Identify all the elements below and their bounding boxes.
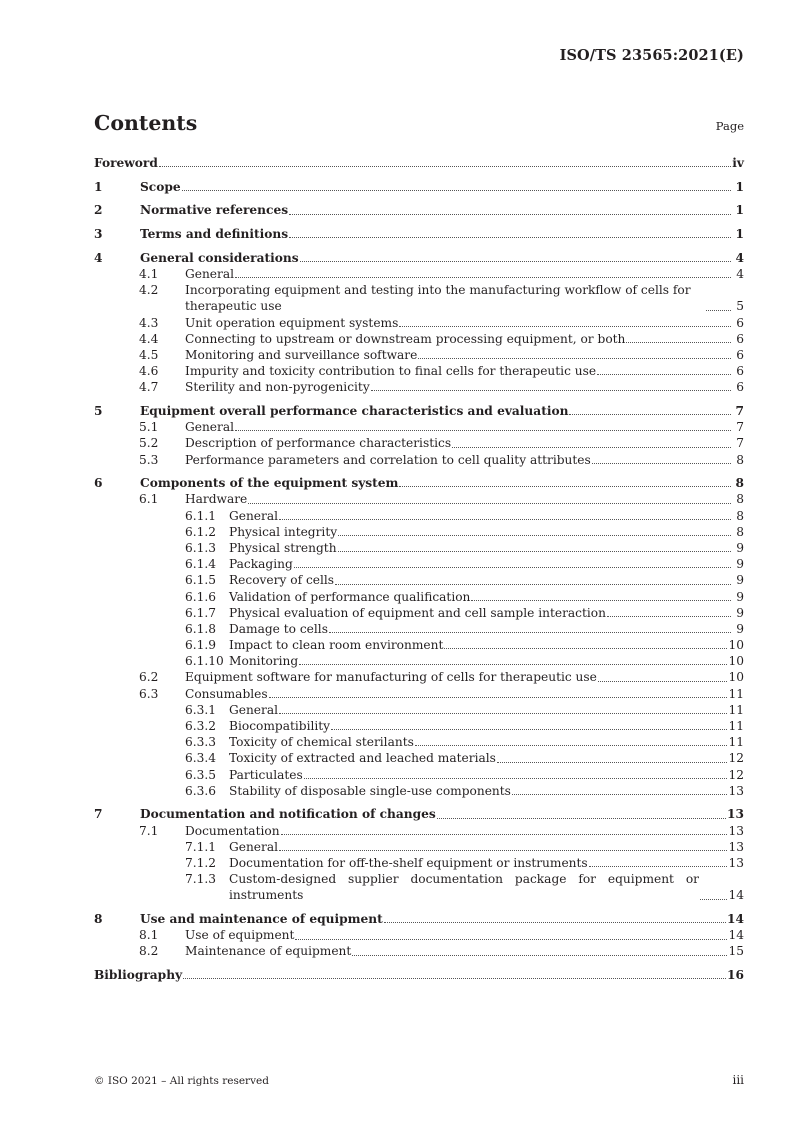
toc-entry-title: Connecting to upstream or downstream processing equipment, or both [185,331,626,346]
toc-entry-title: General [185,266,234,281]
toc-entry-title: Custom-designed supplier documentation package for equipment or instruments [229,872,699,903]
toc-entry-page: 9 [736,540,744,555]
toc-entry-title: Scope [140,179,181,194]
toc-entry-page: 13 [727,807,744,822]
toc-entry-4-4[interactable] [94,331,744,347]
toc-entry-page: 8 [736,508,744,523]
toc-entry-number: 4 [94,250,103,265]
toc-entry-number: 8 [94,912,103,927]
toc-entry-title: Recovery of cells [229,573,335,588]
toc-entry-number: 4.4 [139,331,159,346]
toc-entry-title: Monitoring [229,654,299,669]
toc-entry-4[interactable] [94,250,744,266]
toc-entry-title: Packaging [229,557,293,572]
toc-entry-6-1-3[interactable] [94,540,744,556]
toc-entry-title: Terms and definitions [140,227,289,242]
toc-entry-title: Components of the equipment system [140,476,399,491]
toc-entry-page: 7 [736,436,744,451]
toc-entry-page: iv [732,155,744,170]
toc-entry-title: Stability of disposable single-use components [229,783,511,798]
toc-entry-page: 15 [728,944,744,959]
toc-entry-title: Documentation and notification of changes [140,807,436,822]
toc-entry-page: 6 [736,315,744,330]
toc-entry-title: General [229,702,278,717]
toc-entry-title: Incorporating equipment and testing into the manufacturing workflow of cells for therapeutic use [185,283,691,314]
toc-entry-title: Documentation [185,823,280,838]
toc-entry-page: 8 [735,476,744,491]
toc-entry-number: 6.1.6 [185,589,217,604]
toc-entry-6-3-5[interactable] [94,767,744,783]
toc-entry-6-3-4[interactable] [94,750,744,766]
toc-entry-title: Biocompatibility [229,719,331,734]
toc-entry-6[interactable] [94,475,744,491]
toc-entry-title: Normative references [140,203,289,218]
toc-entry-page: 13 [728,823,744,838]
toc-entry-number: 6.1.7 [185,605,217,620]
toc-entry-4-7[interactable] [94,379,744,395]
toc-entry-4-6[interactable] [94,363,744,379]
toc-entry-page: 13 [728,783,744,798]
toc-entry-number: 4.2 [139,283,159,298]
toc-entry-number: 6.1.4 [185,557,217,572]
toc-entry-foreword[interactable] [94,155,744,171]
toc-entry-page: 12 [728,751,744,766]
toc-entry-title: Particulates [229,767,303,782]
toc-entry-title: Sterility and non-pyrogenicity [185,380,370,395]
toc-entry-title: Bibliography [94,968,183,983]
toc-entry-title: Toxicity of chemical sterilants [229,735,414,750]
toc-entry-page: 9 [736,557,744,572]
toc-entry-3[interactable] [94,226,744,242]
toc-entry-number: 4.1 [139,266,159,281]
toc-entry-number: 6.3.3 [185,735,217,750]
toc-entry-number: 6.1.5 [185,573,217,588]
toc-entry-number: 5 [94,403,103,418]
toc-entry-title: Physical evaluation of equipment and cell sample interaction [229,605,606,620]
toc-entry-page: 9 [736,573,744,588]
toc-entry-title: Unit operation equipment systems [185,315,399,330]
contents-heading: Contents [94,111,198,135]
toc-entry-number: 2 [94,203,103,218]
toc-entry-page: 16 [727,968,744,983]
toc-entry-6-3-6[interactable] [94,783,744,799]
toc-entry-number: 8.1 [139,928,159,943]
toc-entry-title: General considerations [140,250,299,265]
toc-entry-4-2[interactable] [94,282,744,314]
toc-entry-5-2[interactable] [94,435,744,451]
toc-entry-number: 5.2 [139,436,159,451]
toc-entry-number: 7 [94,807,103,822]
toc-entry-title: General [185,420,234,435]
toc-entry-title: General [229,839,278,854]
toc-entry-6-1-5[interactable] [94,572,744,588]
toc-entry-page: 6 [736,380,744,395]
toc-entry-title: Monitoring and surveillance software [185,347,418,362]
toc-entry-number: 6.1.9 [185,638,217,653]
toc-entry-number: 6.3.1 [185,702,217,717]
toc-entry-title: Consumables [185,686,268,701]
toc-entry-number: 6.1.1 [185,508,217,523]
toc-entry-bibliography[interactable] [94,967,744,983]
toc-entry-page: 11 [728,735,744,750]
toc-entry-number: 1 [94,179,103,194]
toc-entry-number: 6.3.6 [185,783,217,798]
toc-entry-page: 9 [736,605,744,620]
toc-entry-6-1-7[interactable] [94,605,744,621]
toc-entry-page: 6 [736,347,744,362]
toc-entry-number: 4.7 [139,380,159,395]
toc-entry-4-1[interactable] [94,266,744,282]
toc-entry-title: General [229,508,278,523]
document-id: ISO/TS 23565:2021(E) [559,47,744,64]
toc-entry-number: 4.6 [139,364,159,379]
toc-entry-title: Validation of performance qualification [229,589,471,604]
toc-entry-number: 7.1.3 [185,872,217,887]
toc-entry-number: 7.1 [139,823,159,838]
toc-entry-title: Documentation for off-the-shelf equipment or instruments [229,856,588,871]
toc-entry-page: 8 [736,492,744,507]
toc-entry-6-1-10[interactable] [94,653,744,669]
toc-entry-8-1[interactable] [94,927,744,943]
toc-entry-page: 10 [728,670,744,685]
toc-entry-title: Impact to clean room environment [229,638,444,653]
toc-entry-number: 3 [94,227,103,242]
toc-entry-number: 6.1.10 [185,654,224,669]
toc-entry-7[interactable] [94,806,744,822]
toc-entry-page: 12 [728,767,744,782]
toc-entry-title: Use of equipment [185,928,295,943]
toc-entry-number: 5.3 [139,452,159,467]
toc-entry-title: Maintenance of equipment [185,944,352,959]
toc-entry-page: 6 [736,331,744,346]
toc-entry-number: 6.2 [139,670,159,685]
toc-entry-6-3-1[interactable] [94,702,744,718]
toc-entry-6-1-1[interactable] [94,508,744,524]
toc-entry-4-5[interactable] [94,347,744,363]
toc-entry-title: Use and maintenance of equipment [140,912,383,927]
toc-entry-number: 6.3.2 [185,719,217,734]
toc-entry-title: Performance parameters and correlation to cell quality attributes [185,452,591,467]
toc-entry-number: 6.3.5 [185,767,217,782]
toc-entry-title: Physical integrity [229,524,338,539]
toc-entry-page: 6 [736,364,744,379]
toc-entry-title: Equipment overall performance characteristics and evaluation [140,403,569,418]
toc-entry-6-3-2[interactable] [94,718,744,734]
toc-entry-number: 6.1.8 [185,621,217,636]
toc-entry-6-1-9[interactable] [94,637,744,653]
toc-entry-page: 8 [736,452,744,467]
toc-entry-number: 6.1.3 [185,540,217,555]
toc-entry-7-1[interactable] [94,823,744,839]
toc-entry-number: 6.3.4 [185,751,217,766]
toc-entry-page: 10 [728,638,744,653]
toc-entry-page: 4 [735,250,744,265]
toc-entry-6-2[interactable] [94,669,744,685]
toc-entry-page: 8 [736,524,744,539]
toc-entry-page: 10 [728,654,744,669]
toc-entry-page: 11 [728,719,744,734]
toc-entry-title: Hardware [185,492,248,507]
toc-entry-number: 7.1.1 [185,839,217,854]
toc-entry-page: 9 [736,621,744,636]
toc-entry-8-2[interactable] [94,944,744,960]
toc-entry-title: Equipment software for manufacturing of cells for therapeutic use [185,670,597,685]
toc-entry-4-3[interactable] [94,315,744,331]
toc-entry-title: Impurity and toxicity contribution to final cells for therapeutic use [185,364,597,379]
footer-page-number: iii [732,1073,744,1087]
toc-entry-page: 1 [735,227,744,242]
toc-entry-number: 6 [94,476,103,491]
toc-entry-number: 6.1 [139,492,159,507]
toc-entry-1[interactable] [94,179,744,195]
toc-entry-6-1-4[interactable] [94,556,744,572]
page-column-label: Page [715,119,744,133]
toc-entry-5[interactable] [94,403,744,419]
toc-entry-page: 14 [728,928,744,943]
toc-entry-page: 5 [736,299,744,314]
toc-entry-7-1-2[interactable] [94,855,744,871]
table-of-contents [94,155,744,983]
toc-entry-number: 8.2 [139,944,159,959]
toc-entry-6-3[interactable] [94,686,744,702]
toc-entry-page: 13 [728,856,744,871]
toc-entry-page: 14 [727,912,744,927]
toc-entry-page: 11 [728,686,744,701]
toc-entry-page: 7 [735,403,744,418]
toc-entry-title: Toxicity of extracted and leached materials [229,751,496,766]
toc-entry-2[interactable] [94,202,744,218]
toc-entry-7-1-1[interactable] [94,839,744,855]
toc-entry-5-1[interactable] [94,419,744,435]
toc-entry-number: 5.1 [139,420,159,435]
toc-entry-number: 6.3 [139,686,159,701]
toc-entry-6-1[interactable] [94,491,744,507]
toc-entry-6-1-6[interactable] [94,589,744,605]
footer-copyright: © ISO 2021 – All rights reserved [94,1075,269,1087]
toc-entry-page: 7 [736,420,744,435]
toc-entry-page: 1 [735,179,744,194]
toc-entry-number: 7.1.2 [185,856,217,871]
toc-entry-8[interactable] [94,911,744,927]
toc-entry-number: 4.3 [139,315,159,330]
toc-entry-7-1-3[interactable] [94,871,744,903]
toc-entry-title: Foreword [94,155,158,170]
toc-entry-6-3-3[interactable] [94,734,744,750]
toc-entry-page: 14 [728,888,744,903]
toc-entry-page: 4 [736,266,744,281]
toc-entry-page: 13 [728,839,744,854]
toc-entry-page: 9 [736,589,744,604]
toc-entry-title: Damage to cells [229,621,328,636]
toc-entry-number: 4.5 [139,347,159,362]
toc-entry-6-1-8[interactable] [94,621,744,637]
toc-entry-page: 11 [728,702,744,717]
toc-entry-6-1-2[interactable] [94,524,744,540]
toc-entry-5-3[interactable] [94,452,744,468]
toc-entry-title: Description of performance characteristics [185,436,452,451]
toc-entry-page: 1 [735,203,744,218]
toc-entry-title: Physical strength [229,540,337,555]
toc-entry-number: 6.1.2 [185,524,217,539]
